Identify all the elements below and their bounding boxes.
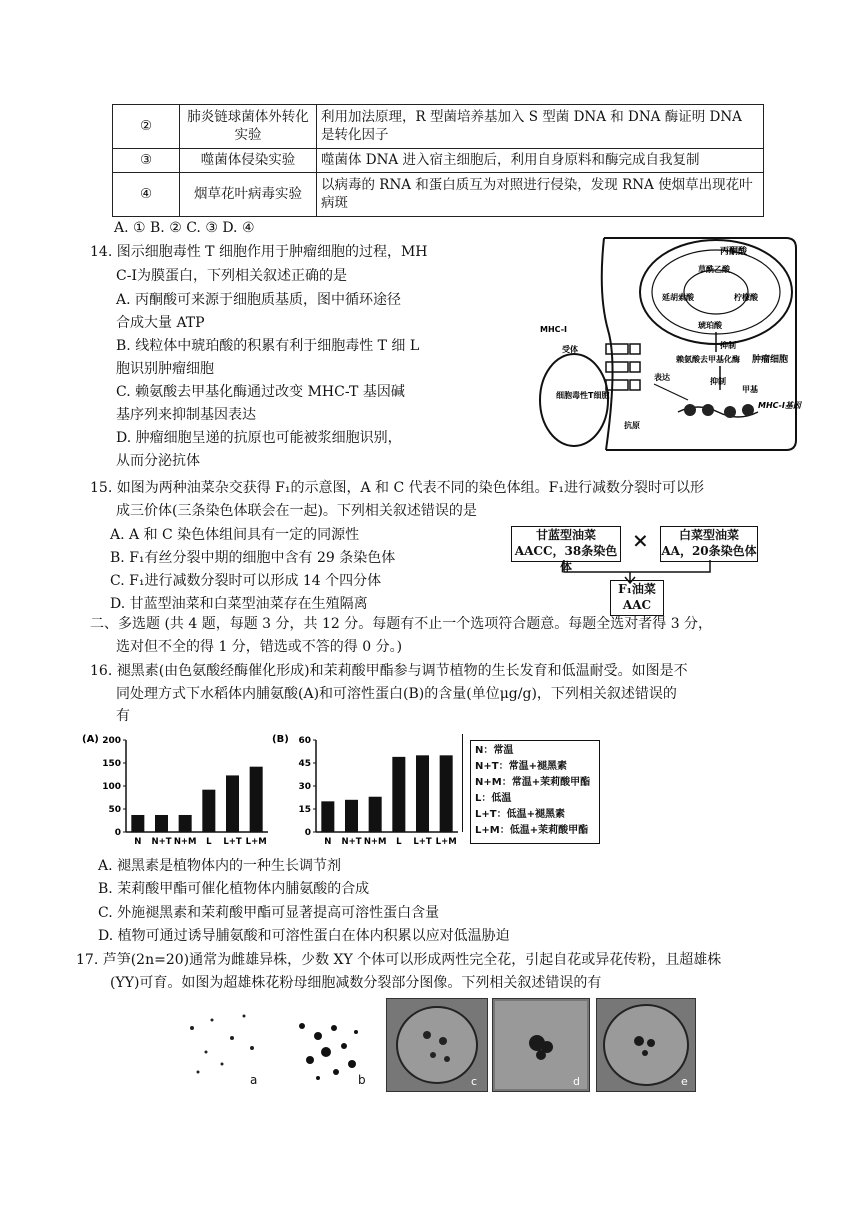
x-tick-label: L <box>206 837 212 847</box>
label-enzyme: 赖氨酸去甲基化酶 <box>676 355 740 364</box>
micrograph-a <box>172 998 278 1090</box>
q16-stem-cont2: 有 <box>116 708 130 724</box>
bar <box>131 815 144 832</box>
parent1-genome: AACC，38条染色体 <box>514 544 618 574</box>
q16-option-d: D. 植物可通过诱导脯氨酸和可溶性蛋白在体内积累以应对低温胁迫 <box>98 928 510 944</box>
table-row <box>113 149 764 173</box>
label-tumor: 肿瘤细胞 <box>752 355 789 365</box>
legend-item: L+T：低温+褪黑素 <box>475 809 565 820</box>
table-cell-name: 肺炎链球菌体外转化实验 <box>180 105 317 149</box>
bar <box>226 775 239 832</box>
chart-b-soluble-protein <box>270 728 466 852</box>
bar <box>392 757 405 832</box>
tca-cycle <box>684 270 748 314</box>
chart-legend <box>470 740 600 844</box>
y-tick-label: 15 <box>298 805 311 815</box>
y-tick-label: 60 <box>298 736 311 746</box>
x-tick-label: L+T <box>413 837 432 847</box>
y-tick-label: 100 <box>102 782 121 792</box>
legend-bracket <box>462 734 467 832</box>
label-antigen: 抗原 <box>624 421 640 430</box>
parent-box-brassica-rapa <box>660 526 758 562</box>
q16-option-a: A. 褪黑素是植物体内的一种生长调节剂 <box>98 858 342 874</box>
y-tick-label: 30 <box>298 782 311 792</box>
q17-stem-cont: (YY)可育。如图为超雄株花粉母细胞减数分裂部分图像。下列相关叙述错误的有 <box>110 975 602 991</box>
micrograph-label: a <box>250 1073 258 1087</box>
q15-stem: 15. 如图为两种油菜杂交获得 F₁的示意图，A 和 C 代表不同的染色体组。F₁进行减数分裂时可以形 <box>90 480 704 496</box>
table-cell-desc: 以病毒的 RNA 和蛋白质互为对照进行侵染，发现 RNA 使烟草出现花叶病斑 <box>317 173 764 217</box>
micrograph-d <box>492 998 590 1092</box>
q14-stem-cont: C-Ⅰ为膜蛋白，下列相关叙述正确的是 <box>116 268 347 284</box>
micrograph-c <box>386 998 488 1092</box>
q14-option-a: A. 丙酮酸可来源于细胞质基质，图中循环途径 <box>116 292 402 308</box>
table-cell-num: ④ <box>113 173 180 217</box>
f1-name: F₁油菜 <box>618 582 656 596</box>
micrograph-label: b <box>358 1073 366 1087</box>
q14-option-d-cont: 从而分泌抗体 <box>116 453 200 469</box>
tcell-tumor-figure <box>538 234 802 456</box>
label-succinate: 琥珀酸 <box>698 321 722 330</box>
micrograph-label: c <box>471 1075 478 1088</box>
legend-item: N+T：常温+褪黑素 <box>475 761 567 772</box>
chart-a-proline <box>80 728 276 852</box>
table-cell-name: 烟草花叶病毒实验 <box>180 173 317 217</box>
q17-stem: 17. 芦笋(2n=20)通常为雌雄异株，少数 XY 个体可以形成两性完全花，引起自花或异花传粉，且超雄株 <box>76 952 722 968</box>
label-mhc: MHC-Ⅰ <box>540 325 568 334</box>
label-express: 表达 <box>654 373 670 382</box>
chart-title: (A) <box>82 734 99 745</box>
q15-option-a: A. A 和 C 染色体组间具有一定的同源性 <box>110 527 360 543</box>
micrograph-label: d <box>573 1075 580 1088</box>
label-pyruvate: 丙酮酸 <box>720 247 748 257</box>
micrograph-label: e <box>681 1075 688 1088</box>
label-inhibit1: 抑制 <box>720 341 736 350</box>
bar <box>155 815 168 832</box>
label-gene: MHC-Ⅰ基因 <box>758 401 801 410</box>
legend-item: N+M：常温+茉莉酸甲酯 <box>475 777 591 788</box>
parent2-name: 白菜型油菜 <box>678 528 739 542</box>
label-methyl: 甲基 <box>742 385 758 394</box>
q14-option-c: C. 赖氨酸去甲基化酶通过改变 MHC-T 基因碱 <box>116 384 405 400</box>
label-fumarate: 延胡索酸 <box>662 293 694 302</box>
bar <box>369 797 382 832</box>
table-row <box>113 105 764 149</box>
x-tick-label: N+T <box>341 837 362 847</box>
cross-symbol: × <box>632 528 649 552</box>
bar <box>440 755 453 832</box>
micrograph-b <box>282 998 380 1090</box>
x-tick-label: N+T <box>151 837 172 847</box>
q14-stem: 14. 图示细胞毒性 T 细胞作用于肿瘤细胞的过程，MH <box>90 244 428 260</box>
chart-title: (B) <box>272 734 289 745</box>
table-cell-num: ② <box>113 105 180 149</box>
table-cell-desc: 利用加法原理，R 型菌培养基加入 S 型菌 DNA 和 DNA 酶证明 DNA 是转化因子 <box>317 105 764 149</box>
table-cell-desc: 噬菌体 DNA 进入宿主细胞后，利用自身原料和酶完成自我复制 <box>317 149 764 173</box>
q16-stem-cont: 同处理方式下水稻体内脯氨酸(A)和可溶性蛋白(B)的含量(单位μg/g)，下列相关叙述错误的 <box>116 686 677 702</box>
y-tick-label: 150 <box>102 759 121 769</box>
x-tick-label: L+M <box>435 837 457 847</box>
parent2-genome: AA，20条染色体 <box>661 544 757 558</box>
y-tick-label: 45 <box>298 759 311 769</box>
f1-genome: AAC <box>622 598 652 612</box>
legend-item: L+M：低温+茉莉酸甲酯 <box>475 825 589 836</box>
q16-stem: 16. 褪黑素(由色氨酸经酶催化形成)和茉莉酸甲酯参与调节植物的生长发育和低温耐受。如图是不 <box>90 663 688 679</box>
legend-item: L：低温 <box>475 793 512 804</box>
label-tcell: 细胞毒性T细胞 <box>556 391 610 400</box>
y-tick-label: 0 <box>304 828 311 838</box>
bar <box>202 790 215 832</box>
q16-option-b: B. 茉莉酸甲酯可催化植物体内脯氨酸的合成 <box>98 881 370 897</box>
q16-option-c: C. 外施褪黑素和茉莉酸甲酯可显著提高可溶性蛋白含量 <box>98 905 440 921</box>
q14-option-b: B. 线粒体中琥珀酸的积累有利于细胞毒性 T 细 L <box>116 338 420 354</box>
section2-heading: 二、多选题 (共 4 题，每题 3 分，共 12 分。每题有不止一个选项符合题意。每题全选对者得 3 分， <box>90 616 713 632</box>
section2-heading-cont: 选对但不全的得 1 分，错选或不答的得 0 分。) <box>116 639 403 655</box>
legend-item: N：常温 <box>475 745 514 756</box>
label-oxaloacetate: 草酰乙酸 <box>698 265 730 274</box>
label-citrate: 柠檬酸 <box>734 293 758 302</box>
y-tick-label: 0 <box>114 828 121 838</box>
y-tick-label: 200 <box>102 736 121 746</box>
parent-box-brassica-napus <box>511 526 621 574</box>
x-tick-label: N+M <box>173 837 197 847</box>
x-tick-label: L+M <box>245 837 267 847</box>
micrograph-e <box>596 998 696 1092</box>
table-cell-num: ③ <box>113 149 180 173</box>
table-cell-name: 噬菌体侵染实验 <box>180 149 317 173</box>
bar <box>179 815 192 832</box>
y-tick-label: 50 <box>108 805 121 815</box>
q15-stem-cont: 成三价体(三条染色体联会在一起)。下列相关叙述错误的是 <box>116 503 477 519</box>
tcell <box>540 354 608 446</box>
q15-option-d: D. 甘蓝型油菜和白菜型油菜存在生殖隔离 <box>110 596 368 612</box>
bar <box>345 800 358 832</box>
q14-option-b-cont: 胞识别肿瘤细胞 <box>116 361 214 377</box>
x-tick-label: N+M <box>363 837 387 847</box>
q14-option-d: D. 肿瘤细胞呈递的抗原也可能被浆细胞识别， <box>116 430 402 446</box>
x-tick-label: N <box>324 837 332 847</box>
bar <box>416 755 429 832</box>
q15-option-b: B. F₁有丝分裂中期的细胞中含有 29 条染色体 <box>110 550 396 566</box>
q15-option-c: C. F₁进行减数分裂时可以形成 14 个四分体 <box>110 573 382 589</box>
label-receptor: 受体 <box>562 345 578 354</box>
label-inhibit2: 抑制 <box>710 377 726 386</box>
parent1-name: 甘蓝型油菜 <box>535 528 596 542</box>
bar <box>321 801 334 832</box>
f1-box <box>610 580 664 616</box>
x-tick-label: L+T <box>223 837 242 847</box>
x-tick-label: L <box>396 837 402 847</box>
q13-options: A. ① B. ② C. ③ D. ④ <box>114 220 255 236</box>
x-tick-label: N <box>134 837 142 847</box>
q14-option-a-cont: 合成大量 ATP <box>116 315 205 331</box>
experiment-table <box>112 104 764 217</box>
table-row <box>113 173 764 217</box>
q14-option-c-cont: 基序列来抑制基因表达 <box>116 407 256 423</box>
bar <box>250 767 263 832</box>
